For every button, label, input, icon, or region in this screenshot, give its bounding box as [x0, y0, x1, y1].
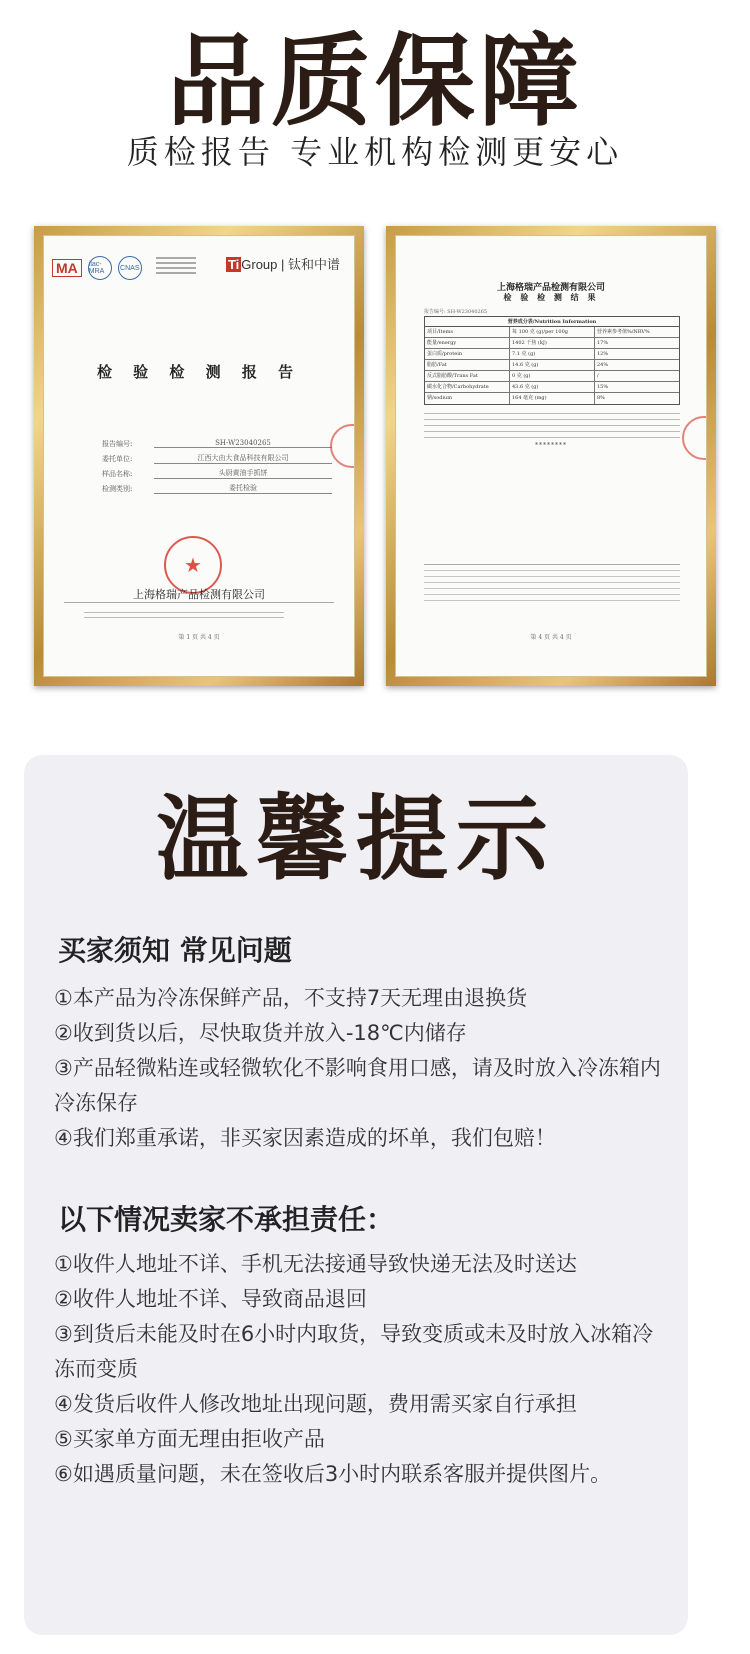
field-label: 委托单位:	[102, 454, 133, 463]
seam-seal-stamp	[682, 416, 707, 460]
table-cell: 0 克 (g)	[510, 371, 595, 381]
table-caption: 营养成分表/Nutrition Information	[425, 317, 679, 327]
field-label: 样品名称:	[102, 469, 133, 478]
table-cell: 8%	[597, 395, 605, 401]
result-heading: 检 验 检 测 结 果	[503, 292, 599, 302]
ilac-logo: ilac-MRA	[88, 256, 112, 280]
field-label: 检测类别:	[102, 484, 133, 493]
table-cell: 164 毫克 (mg)	[510, 393, 595, 404]
header-cell: 项目/Items	[425, 327, 510, 337]
table-row	[425, 360, 679, 371]
table-cell: 43.6 克 (g)	[510, 382, 595, 392]
brand-ti: Ti	[227, 257, 240, 272]
inspection-result-page	[395, 235, 707, 677]
footer-divider	[64, 602, 334, 603]
accreditation-fine-print	[156, 254, 196, 274]
table-cell: 能量/energy	[425, 338, 510, 348]
list-item: ⑤买家单方面无理由拒收产品	[54, 1427, 325, 1451]
seller-disclaimer-heading: 以下情况卖家不承担责任：	[58, 1203, 395, 1236]
report-number: 报告编号: SH-W23040265	[424, 309, 488, 315]
issuer-name: 上海格瑞产品检测有限公司	[133, 589, 265, 601]
org-name: 上海格瑞产品检测有限公司	[496, 283, 605, 293]
certificate-frame-left	[34, 226, 364, 686]
page-title: 品质保障	[167, 23, 583, 140]
list-item: ②收件人地址不详、导致商品退回	[54, 1287, 367, 1311]
table-header	[425, 327, 679, 338]
table-cell: 14.6 克 (g)	[510, 360, 595, 370]
page-number: 第 1 页 共 4 页	[178, 634, 220, 641]
buyer-notice-list	[54, 981, 674, 1156]
table-cell: /	[597, 373, 599, 379]
table-cell: 碳水化合物/Carbohydrate	[425, 382, 510, 392]
table-row	[425, 371, 679, 382]
table-cell: 15%	[597, 384, 609, 390]
list-item: ④我们郑重承诺，非买家因素造成的坏单，我们包赔！	[54, 1126, 556, 1150]
brand-logo	[226, 254, 340, 273]
end-mark: ********	[535, 442, 567, 449]
report-info-row	[102, 436, 332, 451]
accreditation-logos	[52, 256, 142, 280]
notice-title: 温馨提示	[155, 786, 556, 893]
header-cell: 每 100 克 (g)/per 100g	[510, 327, 595, 337]
report-info-row	[102, 451, 332, 466]
brand-group: Group | 钛和中谱	[241, 257, 340, 272]
field-value: SH-W23040265	[154, 439, 332, 448]
footer-fine-print	[84, 608, 284, 618]
buyer-notice-heading: 买家须知 常见问题	[58, 934, 292, 967]
table-row	[425, 393, 679, 404]
table-cell: 钠/sodium	[425, 393, 510, 404]
seam-seal-stamp	[330, 424, 355, 468]
table-row	[425, 382, 679, 393]
page-subtitle: 质检报告 专业机构检测更安心	[126, 133, 624, 171]
table-cell: 12%	[597, 351, 609, 357]
list-item: ①收件人地址不详、手机无法接通导致快递无法及时送达	[54, 1252, 577, 1276]
list-item: ①本产品为冷冻保鲜产品，不支持7天无理由退换货	[54, 986, 528, 1010]
nutrition-table	[424, 316, 680, 405]
footer-fine-print	[424, 564, 680, 601]
cnas-logo: CNAS	[118, 256, 142, 280]
inspection-report-cover	[43, 235, 355, 677]
report-info-row	[102, 466, 332, 481]
list-item: ③到货后未能及时在6小时内取货，导致变质或未及时放入冰箱冷冻而变质	[54, 1322, 654, 1381]
red-seal-stamp: ★	[164, 536, 222, 594]
table-cell: 反式脂肪酸/Trans Fat	[425, 371, 510, 381]
header-cell: 营养素参考值%/NRV%	[597, 329, 650, 335]
field-value: 头厨黄油手抓饼	[154, 468, 332, 479]
table-cell: 7.1 克 (g)	[510, 349, 595, 359]
list-item: ④发货后收件人修改地址出现问题，费用需买家自行承担	[54, 1392, 577, 1416]
field-value: 江西大由大食品科技有限公司	[154, 453, 332, 464]
list-item: ②收到货以后，尽快取货并放入-18℃内储存	[54, 1021, 467, 1045]
result-notes	[424, 408, 680, 438]
cma-logo: MA	[52, 259, 82, 277]
table-row	[425, 338, 679, 349]
seller-disclaimer-list	[54, 1247, 674, 1492]
field-value: 委托检验	[154, 483, 332, 494]
table-cell: 蛋白质/protein	[425, 349, 510, 359]
notice-card	[24, 755, 688, 1635]
table-row	[425, 349, 679, 360]
list-item: ⑥如遇质量问题，未在签收后3小时内联系客服并提供图片。	[54, 1462, 612, 1486]
page-number: 第 4 页 共 4 页	[530, 634, 572, 641]
report-info	[102, 436, 332, 496]
table-cell: 脂肪/Fat	[425, 360, 510, 370]
table-cell: 24%	[597, 362, 609, 368]
certificate-frame-right	[386, 226, 716, 686]
table-cell: 1402 千焦 (kJ)	[510, 338, 595, 348]
report-title: 检 验 检 测 报 告	[96, 363, 302, 381]
table-cell: 17%	[597, 340, 609, 346]
field-label: 报告编号:	[102, 439, 133, 448]
list-item: ③产品轻微粘连或轻微软化不影响食用口感，请及时放入冷冻箱内冷冻保存	[54, 1056, 661, 1115]
report-info-row	[102, 481, 332, 496]
